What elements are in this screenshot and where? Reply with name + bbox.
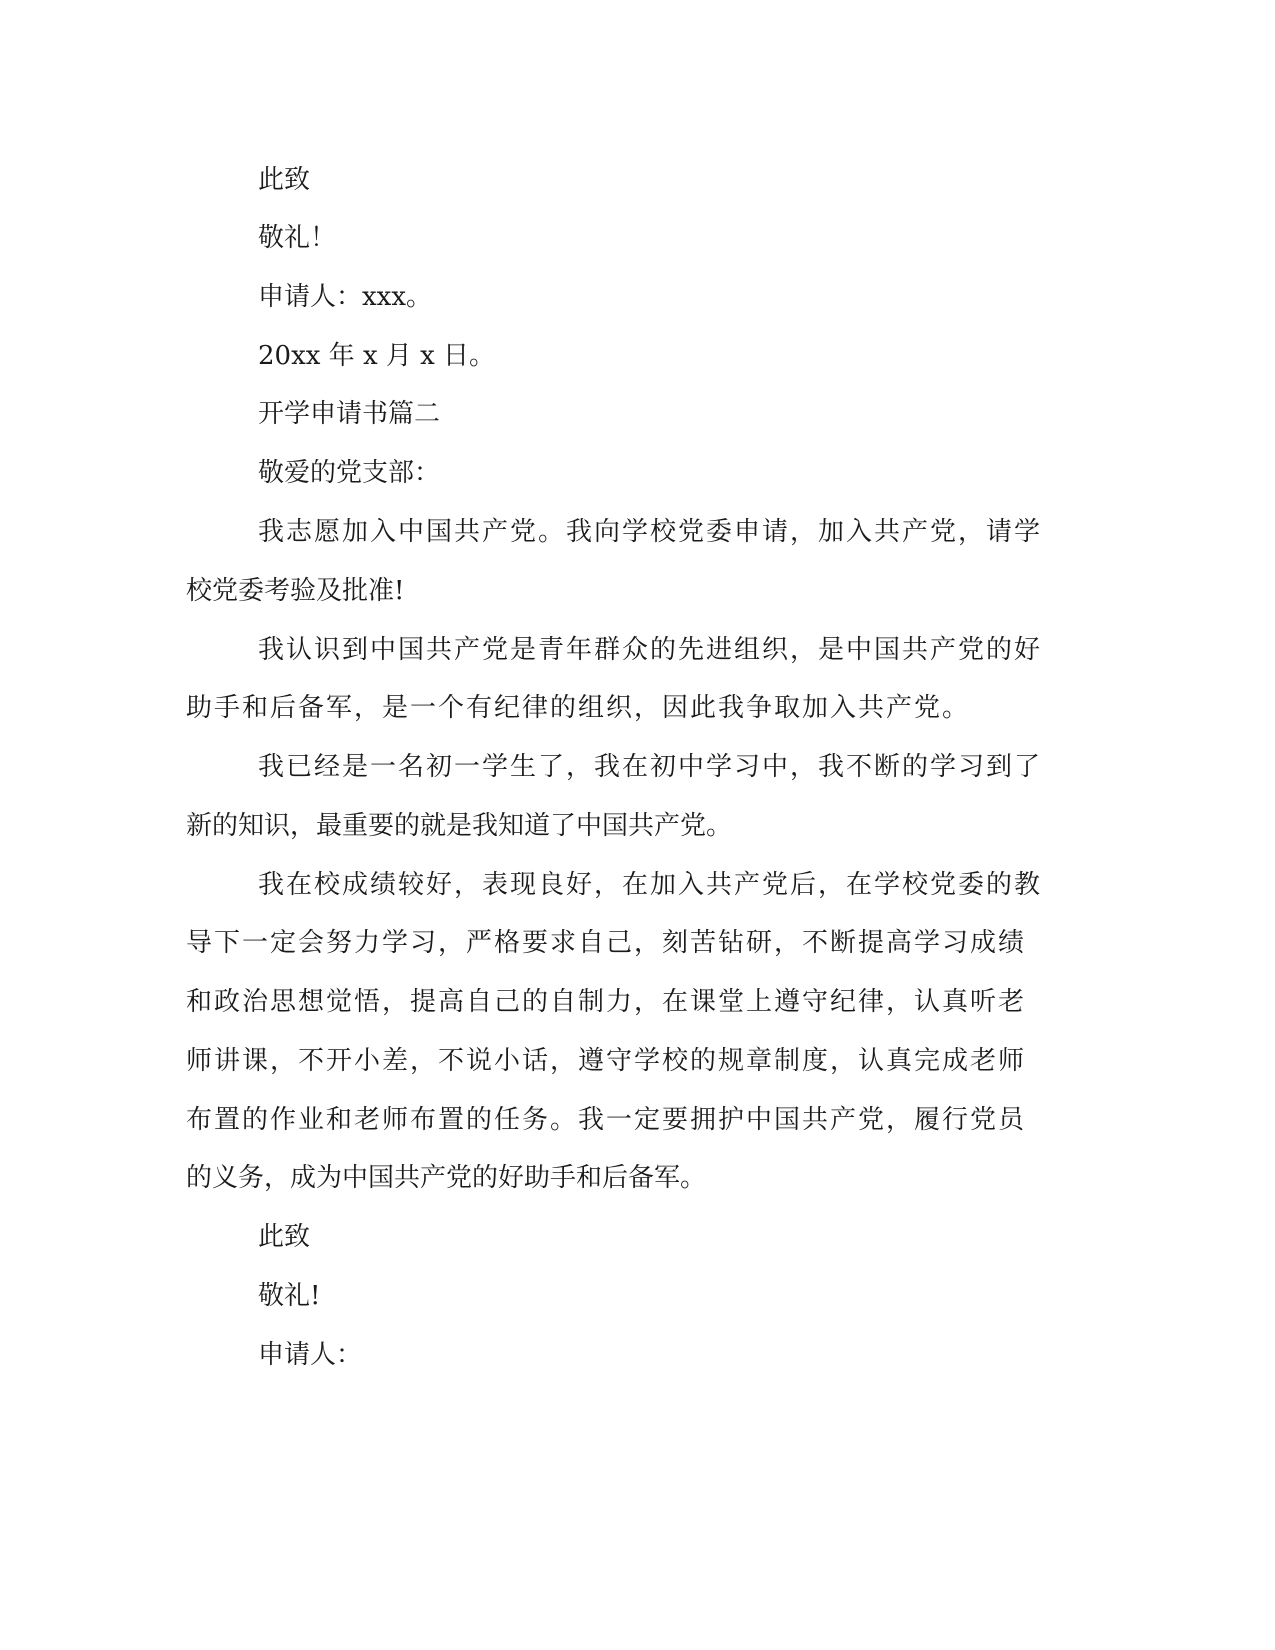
recipient-salutation: 敬爱的党支部：: [258, 458, 441, 488]
paragraph-line: 导下一定会努力学习，严格要求自己，刻苦钻研，不断提高学习成绩: [186, 928, 1027, 958]
applicant-signature: 申请人：xxx。: [258, 282, 432, 312]
paragraph-line: 的义务，成为中国共产党的好助手和后备军。: [186, 1163, 707, 1193]
closing-salutation: 此致: [258, 1222, 311, 1252]
paragraph-line: 我已经是一名初一学生了，我在初中学习中，我不断的学习到了: [258, 752, 1043, 782]
closing-regards: 敬礼!: [258, 1281, 321, 1311]
paragraph-line: 布置的作业和老师布置的任务。我一定要拥护中国共产党，履行党员: [186, 1105, 1027, 1135]
closing-regards: 敬礼！: [258, 223, 337, 253]
paragraph-line: 我在校成绩较好，表现良好，在加入共产党后，在学校党委的教: [258, 870, 1043, 900]
paragraph-line: 校党委考验及批准!: [186, 576, 405, 606]
paragraph-line: 师讲课，不开小差，不说小话，遵守学校的规章制度，认真完成老师: [186, 1046, 1027, 1076]
paragraph-line: 我志愿加入中国共产党。我向学校党委申请，加入共产党，请学: [258, 517, 1043, 547]
applicant-signature: 申请人：: [258, 1340, 363, 1370]
paragraph-line: 和政治思想觉悟，提高自己的自制力，在课堂上遵守纪律，认真听老: [186, 987, 1027, 1017]
paragraph-line: 助手和后备军，是一个有纪律的组织，因此我争取加入共产党。: [186, 693, 971, 723]
paragraph-line: 我认识到中国共产党是青年群众的先进组织，是中国共产党的好: [258, 635, 1043, 665]
section-title: 开学申请书篇二: [258, 399, 441, 429]
application-date: 20xx 年 x 月 x 日。: [258, 341, 496, 371]
closing-salutation: 此致: [258, 165, 311, 195]
paragraph-line: 新的知识，最重要的就是我知道了中国共产党。: [186, 811, 733, 841]
